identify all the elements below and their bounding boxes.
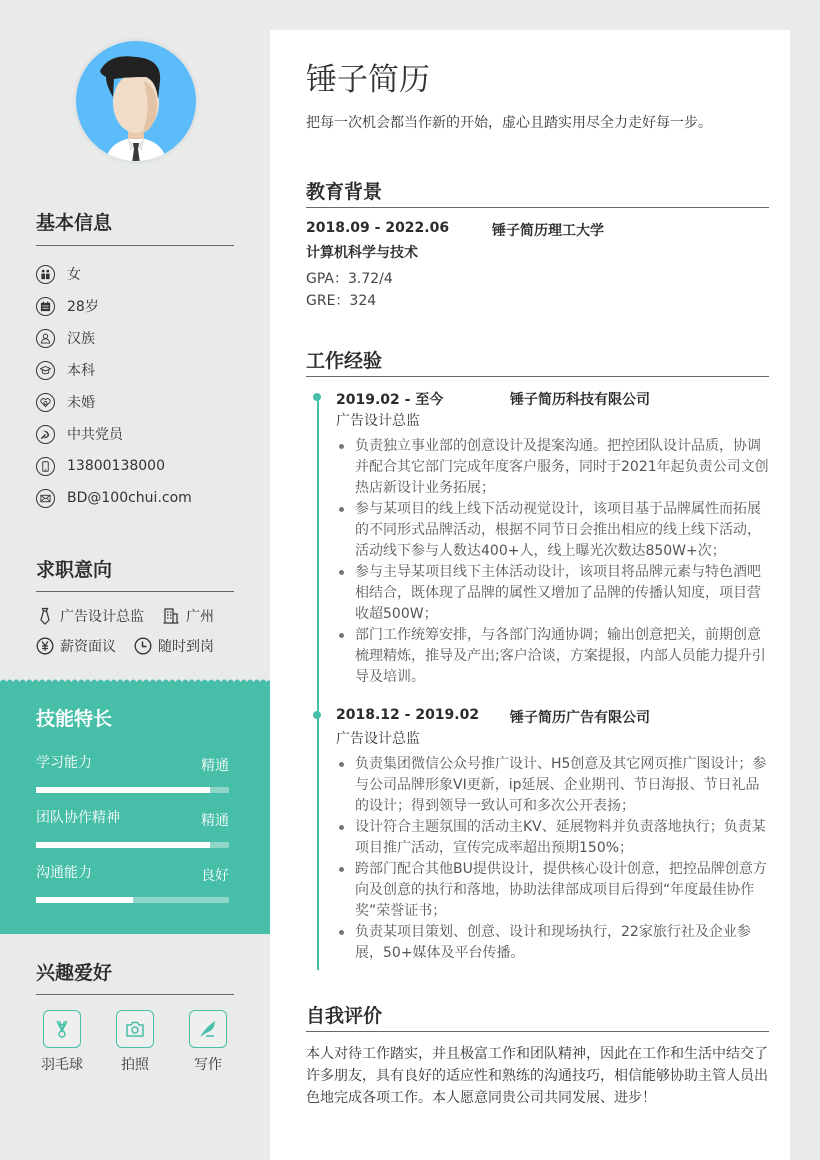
skill-bar — [36, 842, 229, 848]
motto: 把每一次机会都当作新的开始，虚心且踏实用尽全力走好每一步。 — [306, 115, 712, 131]
job-points — [316, 436, 771, 688]
skill-item — [36, 752, 229, 793]
skill-name: 团队协作精神 — [36, 810, 120, 826]
camera-icon — [116, 1010, 154, 1048]
education-period: 2018.09 - 2022.06 — [306, 220, 450, 236]
badminton-icon — [43, 1010, 81, 1048]
job-intent-row-2 — [36, 636, 214, 656]
timeline-dot — [313, 393, 321, 401]
skill-bar-fill — [36, 897, 133, 903]
info-age — [36, 290, 192, 322]
avatar-illustration — [76, 41, 196, 161]
intent-position-text: 广告设计总监 — [60, 609, 144, 625]
hobby-label: 拍照 — [121, 1057, 149, 1073]
hobby-item — [115, 1010, 155, 1074]
skill-name: 沟通能力 — [36, 865, 92, 881]
yen-icon — [36, 637, 54, 655]
info-gender — [36, 258, 192, 290]
hobbies-title: 兴趣爱好 — [36, 962, 113, 984]
tie-icon — [36, 607, 54, 625]
graduation-cap-icon — [36, 361, 55, 380]
intent-city — [162, 606, 214, 626]
skill-bar-fill — [36, 842, 210, 848]
calendar-icon — [36, 297, 55, 316]
info-value: 28岁 — [67, 299, 99, 315]
building-icon — [162, 607, 180, 625]
job-point: 设计符合主题氛围的活动主KV、延展物料并负责落地执行；负责某项目推广活动，宣传完成率超出预期150%； — [336, 817, 771, 859]
job-point: 跨部门配合其他BU提供设计，提供核心设计创意，把控品牌创意方向及创意的执行和落地，协助法律部成项目后得到“年度最佳协作奖”荣誉证书； — [336, 859, 771, 922]
divider — [306, 376, 769, 377]
skill-item — [36, 807, 229, 848]
hobby-label: 写作 — [194, 1057, 222, 1073]
intent-city-text: 广州 — [186, 609, 214, 625]
job-entry — [316, 389, 771, 688]
info-marital — [36, 386, 192, 418]
skill-name: 学习能力 — [36, 755, 92, 771]
intent-salary-text: 薪资面议 — [60, 639, 116, 655]
info-ethnicity — [36, 322, 192, 354]
hobby-item — [188, 1010, 228, 1074]
main-panel — [270, 30, 790, 1160]
skills-title: 技能特长 — [36, 708, 113, 730]
info-value: 本科 — [67, 363, 95, 379]
work-title: 工作经验 — [306, 350, 383, 372]
job-company: 锤子简历广告有限公司 — [510, 710, 650, 726]
education-entry — [306, 220, 604, 312]
education-school: 锤子简历理工大学 — [492, 223, 604, 239]
info-value: 女 — [67, 267, 81, 283]
hobbies-list — [42, 1010, 228, 1074]
intent-availability — [134, 636, 214, 656]
intent-position — [36, 606, 162, 626]
hobby-item — [42, 1010, 82, 1074]
divider — [306, 207, 769, 208]
sidebar — [0, 0, 270, 1160]
skill-bar — [36, 897, 229, 903]
education-gre: GRE：324 — [306, 293, 377, 309]
gender-icon — [36, 265, 55, 284]
mail-icon — [36, 489, 55, 508]
education-title: 教育背景 — [306, 181, 383, 203]
info-value: BD@100chui.com — [67, 490, 192, 506]
job-intent-title: 求职意向 — [36, 559, 113, 581]
divider — [36, 245, 234, 246]
info-value: 13800138000 — [67, 458, 165, 474]
basic-info-title: 基本信息 — [36, 212, 113, 234]
education-gpa: GPA：3.72/4 — [306, 271, 393, 287]
info-email — [36, 482, 192, 514]
info-education — [36, 354, 192, 386]
hobby-label: 羽毛球 — [41, 1057, 83, 1073]
divider — [36, 591, 234, 592]
phone-icon — [36, 457, 55, 476]
info-value: 未婚 — [67, 395, 95, 411]
skill-bar-fill — [36, 787, 210, 793]
skill-level: 良好 — [201, 868, 229, 884]
job-role: 广告设计总监 — [336, 731, 420, 747]
job-point: 负责独立事业部的创意设计及提案沟通。把控团队设计品质，协调并配合其它部门完成年度客户服务，同时于2021年起负责公司文创热店新设计业务拓展； — [336, 436, 771, 499]
job-point: 负责集团微信公众号推广设计、H5创意及其它网页推广图设计；参与公司品牌形象VI更新，ip延展、企业期刊、节日海报、节日礼品的设计；得到领导一致认可和多次公开表扬； — [336, 754, 771, 817]
job-period: 2019.02 - 至今 — [336, 392, 444, 408]
info-phone — [36, 450, 192, 482]
resume-name: 锤子简历 — [306, 62, 430, 98]
job-point: 参与某项目的线上线下活动视觉设计，该项目基于品牌属性而拓展的不同形式品牌活动，根据不同节日会推出相应的线上线下活动，活动线下参与人数达400+人，线上曝光次数达850W+次； — [336, 499, 771, 562]
intent-salary — [36, 636, 134, 656]
job-company: 锤子简历科技有限公司 — [510, 392, 650, 408]
ethnicity-icon — [36, 329, 55, 348]
info-politics — [36, 418, 192, 450]
basic-info-list — [36, 258, 192, 514]
job-role: 广告设计总监 — [336, 413, 420, 429]
self-eval-text: 本人对待工作踏实，并且极富工作和团队精神，因此在工作和生活中结交了许多朋友，具有良好的适应性和熟练的沟通技巧，相信能够协助主管人员出色地完成各项工作。本人愿意同贵公司共同发展、进步！ — [306, 1046, 768, 1106]
skills-panel — [0, 684, 270, 934]
divider — [36, 994, 234, 995]
quill-icon — [189, 1010, 227, 1048]
timeline-dot — [313, 711, 321, 719]
education-major: 计算机科学与技术 — [306, 245, 418, 261]
job-point: 参与主导某项目线下主体活动设计，该项目将品牌元素与特色酒吧相结合，既体现了品牌的属性又增加了品牌的传播认知度，项目营收超500W； — [336, 562, 771, 625]
job-intent-row-1 — [36, 606, 214, 626]
party-icon — [36, 425, 55, 444]
skill-item — [36, 862, 229, 903]
skill-level: 精通 — [201, 758, 229, 774]
job-period: 2018.12 - 2019.02 — [336, 707, 480, 723]
intent-availability-text: 随时到岗 — [158, 639, 214, 655]
job-entry — [316, 707, 771, 964]
skill-level: 精通 — [201, 813, 229, 829]
clock-icon — [134, 637, 152, 655]
job-points — [316, 754, 771, 964]
info-value: 汉族 — [67, 331, 95, 347]
job-point: 部门工作统筹安排，与各部门沟通协调；输出创意把关，前期创意梳理精炼，推导及产出;客户洽谈，方案提报，内部人员能力提升引导及培训。 — [336, 625, 771, 688]
skill-bar — [36, 787, 229, 793]
divider — [306, 1031, 769, 1032]
marriage-icon — [36, 393, 55, 412]
job-point: 负责某项目策划、创意、设计和现场执行，22家旅行社及企业参展，50+媒体及平台传播。 — [336, 922, 771, 964]
self-eval-title: 自我评价 — [306, 1005, 383, 1027]
info-value: 中共党员 — [67, 427, 123, 443]
avatar — [73, 38, 199, 164]
